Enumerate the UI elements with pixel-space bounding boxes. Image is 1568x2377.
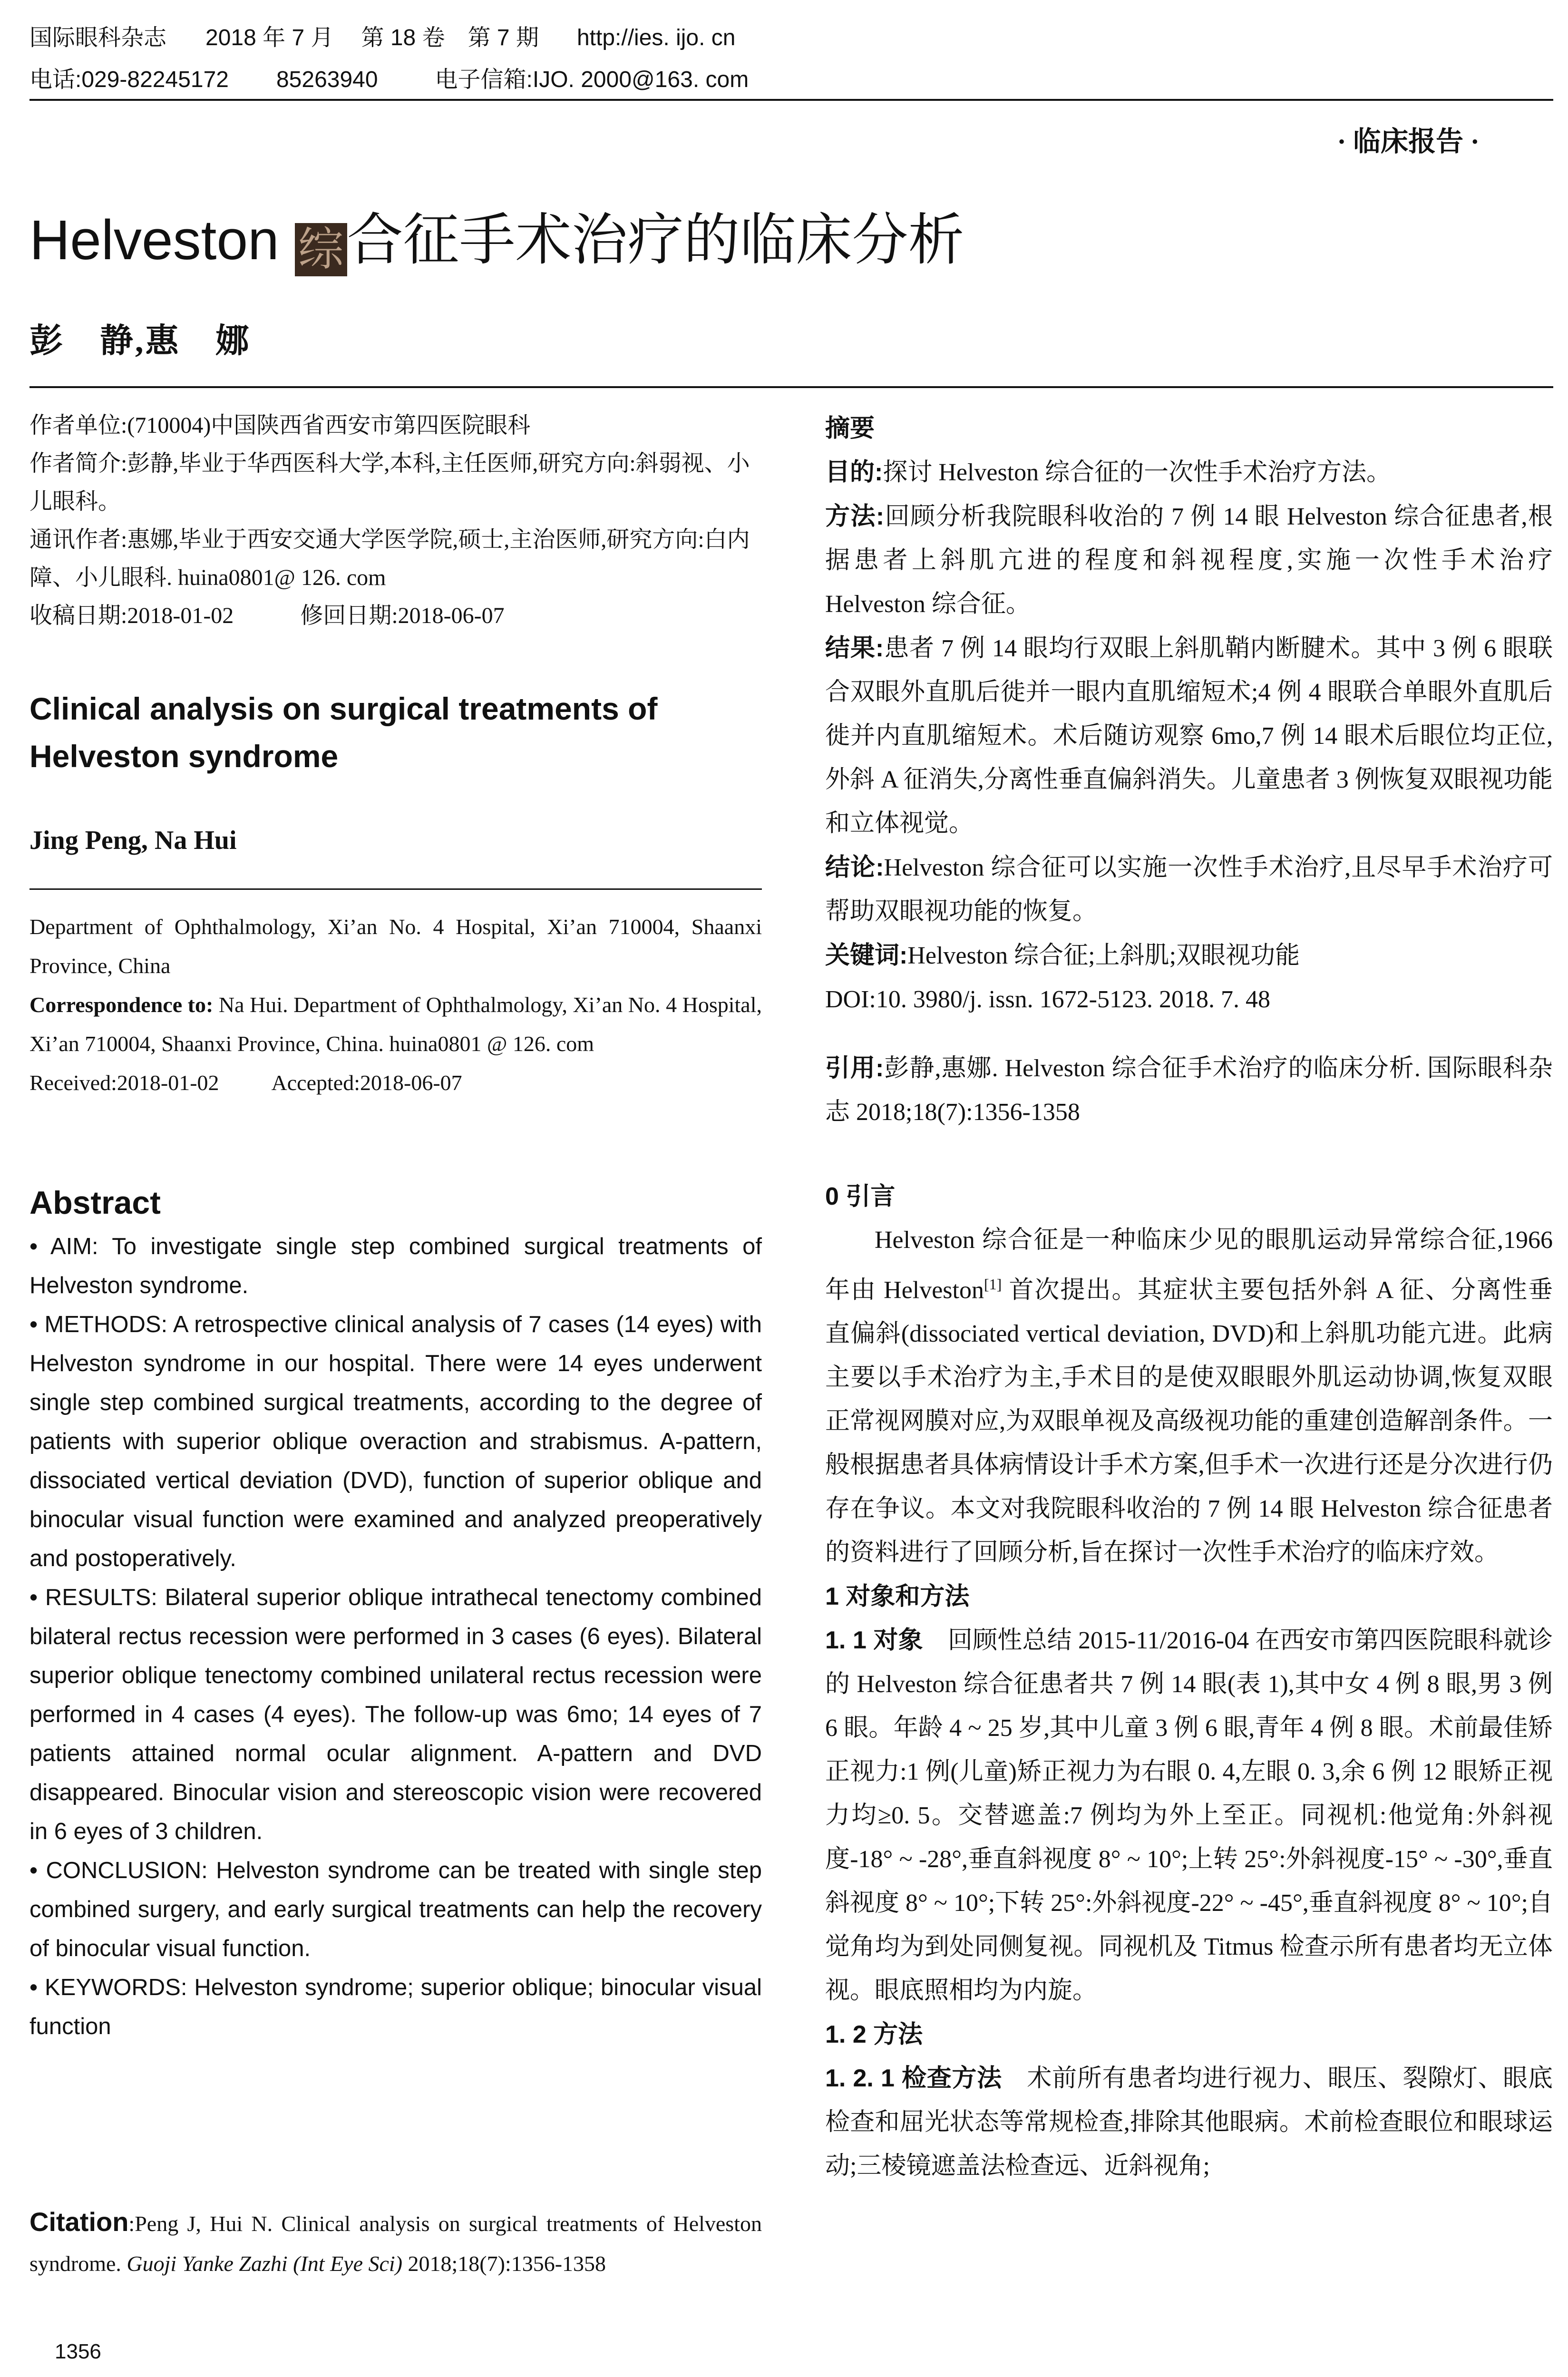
affiliation: Department of Ophthalmology, Xi’an No. 4 Hospital, Xi’an 710004, Shaanxi Province, China: [29, 915, 762, 978]
body-text: [825, 1175, 1553, 2188]
author-unit: 作者单位:(710004)中国陕西省西安市第四医院眼科: [29, 413, 531, 438]
title-prefix: Helveston: [29, 209, 279, 272]
intro-paragraph: Helveston 综合征是一种临床少见的眼肌运动异常综合征,1966 年由 Helveston[1] 首次提出。其症状主要包括外斜 A 征、分离性垂直偏斜(dissociated vertical deviation, DVD)和上斜肌功能亢进。此病主要以手术治疗为主,手术目的是使双眼眼外肌运动协调,恢复双眼正常视网膜对应,为双眼单视及高级视功能的重建创造解剖条件。一般根据患者具体病情设计手术方案,但手术一次进行还是分次进行仍存在争议。本文对我院眼科收治的 7 例 14 眼 Helveston 综合征患者的资料进行了回顾分析,旨在探讨一次性手术治疗的临床疗效。: [825, 1227, 1553, 1567]
authors-rule: [29, 888, 762, 890]
intro-heading: 0 引言: [825, 1183, 896, 1210]
cn-citation-text: 彭静,惠娜. Helveston 综合征手术治疗的临床分析. 国际眼科杂志 2018;18(7):1356-1358: [825, 1055, 1553, 1126]
section-label: · 临床报告 ·: [1337, 126, 1480, 157]
section-1-1: 1. 1 对象 回顾性总结 2015-11/2016-04 在西安市第四医院眼科就诊的 Helveston 综合征患者共 7 例 14 眼(表 1),其中女 4 例 8 眼,男 3 例 6 眼。年龄 4 ~ 25 岁,其中儿童 3 例 6 眼,青年 4 例 8 眼。术前最佳矫正视力:1 例(儿童)矫正视力为右眼 0. 4,左眼 0. 3,余 6 例 12 眼矫正视力均≥0. 5。交替遮盖:7 例均为外上至正。同视机:他觉角:外斜视度-18° ~ -28°,垂直斜视度 8° ~ 10°;上转 25°:外斜视度-15° ~ -30°,垂直斜视度 8° ~ 10°;下转 25°:外斜视度-22° ~ -45°,垂直斜视度 8° ~ 10°;自觉角均为到处同侧复视。同视机及 Titmus 检查示所有患者均无立体视。眼底照相均为内旋。: [825, 1627, 1553, 2005]
citation-journal: Guoji Yanke Zazhi (Int Eye Sci): [127, 2251, 403, 2276]
phone: 电话:029-82245172: [29, 67, 229, 92]
cn-abstract-methods: 方法:回顾分析我院眼科收治的 7 例 14 眼 Helveston 综合征患者,根据患者上斜肌亢进的程度和斜视程度,实施一次性手术治疗 Helveston 综合征。: [825, 503, 1553, 618]
cn-author-info: [29, 407, 762, 635]
volume: 第 18 卷: [361, 25, 445, 50]
title-rule: [29, 386, 1553, 388]
issue-date: 2018 年 7 月: [205, 25, 334, 50]
abstract-methods: • METHODS: A retrospective clinical analysis of 7 cases (14 eyes) with Helveston syndrome in our hospital. There were 14 eyes underwent single step combined surgical treatments, according to the degree of patients with superior oblique overaction and strabismus. A-pattern, dissociated vertical deviation (DVD), function of superior oblique and binocular visual function were examined and analyzed preoperatively and postoperatively.: [29, 1312, 762, 1571]
cn-citation: [825, 1046, 1553, 1134]
revised-date-cn: 修回日期:2018-06-07: [300, 603, 505, 628]
citation-label: Citation: [29, 2207, 129, 2237]
citation-text: :Peng J, Hui N. Clinical analysis on surgical treatments of Helveston syndrome.: [29, 2211, 762, 2276]
received-date-cn: 收稿日期:2018-01-02: [29, 603, 234, 628]
header-rule: [29, 99, 1553, 101]
author-bio: 作者简介:彭静,毕业于华西医科大学,本科,主任医师,研究方向:斜弱视、小儿眼科。: [29, 451, 750, 514]
journal-name: 国际眼科杂志: [29, 25, 167, 50]
journal-url: http://ies. ijo. cn: [576, 25, 736, 50]
citation-volume: 2018;18(7):1356-1358: [402, 2251, 606, 2276]
authors-cn: 彭 静,惠 娜: [29, 323, 251, 360]
corresponding-author: 通讯作者:惠娜,毕业于西安交通大学医学院,硕士,主治医师,研究方向:白内障、小儿眼科. huina0801@ 126. com: [29, 527, 750, 590]
abstract-aim: • AIM: To investigate single step combined surgical treatments of Helveston syndrome.: [29, 1234, 762, 1298]
cn-abstract-keywords: 关键词:Helveston 综合征;上斜肌;双眼视功能: [825, 942, 1300, 969]
correspondence-label: Correspondence to:: [29, 993, 214, 1017]
title-highlight-mark: 综: [295, 223, 347, 276]
correspondence-text: Na Hui. Department of Ophthalmology, Xi’an No. 4 Hospital, Xi’an 710004, Shaanxi Province, China. huina0801 @ 126. com: [29, 993, 762, 1056]
page-number: 1356: [55, 2340, 101, 2363]
cn-abstract-aim: 目的:探讨 Helveston 综合征的一次性手术治疗方法。: [825, 458, 1392, 486]
section-1-2-heading: 1. 2 方法: [825, 2021, 923, 2049]
abstract-body: [29, 1227, 762, 2046]
methods-heading: 1 对象和方法: [825, 1583, 970, 1611]
received-date: Received:2018-01-02: [29, 1071, 219, 1095]
abstract-keywords: • KEYWORDS: Helveston syndrome; superior oblique; binocular visual function: [29, 1975, 762, 2039]
reference-1[interactable]: [1]: [984, 1276, 1002, 1293]
accepted-date: Accepted:2018-06-07: [271, 1071, 462, 1095]
cn-abstract-heading: 摘要: [825, 415, 875, 442]
cn-abstract-results: 结果:患者 7 例 14 眼均行双眼上斜肌鞘内断腱术。其中 3 例 6 眼联合双眼外直肌后徙并一眼内直肌缩短术;4 例 4 眼联合单眼外直肌后徙并内直肌缩短术。术后随访观察 6mo,7 例 14 眼术后眼位均正位,外斜 A 征消失,分离性垂直偏斜消失。儿童患者 3 例恢复双眼视功能和立体视觉。: [825, 634, 1553, 837]
doi: DOI:10. 3980/j. issn. 1672-5123. 2018. 7. 48: [825, 986, 1270, 1013]
abstract-results: • RESULTS: Bilateral superior oblique intrathecal tenectomy combined bilateral rectus recession were performed in 3 cases (6 eyes). Bilateral superior oblique tenectomy combined unilateral rectus recession were performed in 4 cases (4 eyes). The follow-up was 6mo; 14 eyes of 7 patients attained normal ocular alignment. A-pattern and DVD disappeared. Binocular vision and stereoscopic vision were recovered in 6 eyes of 3 children.: [29, 1585, 762, 1844]
abstract-conclusion: • CONCLUSION: Helveston syndrome can be treated with single step combined surgery, and early surgical treatments can help the recovery of binocular visual function.: [29, 1858, 762, 1961]
chinese-abstract: [825, 407, 1553, 1022]
english-affiliation: [29, 907, 762, 1102]
title-rest: 合征手术治疗的临床分析: [347, 209, 964, 272]
dates-cn: [29, 597, 762, 635]
section-1-2-1: 1. 2. 1 检查方法 术前所有患者均进行视力、眼压、裂隙灯、眼底检查和屈光状态等常规检查,排除其他眼病。术前检查眼位和眼球运动;三棱镜遮盖法检查远、近斜视角;: [825, 2065, 1553, 2180]
cn-citation-label: 引用:: [825, 1054, 884, 1082]
page-title: [29, 205, 964, 276]
abstract-heading: Abstract: [29, 1185, 161, 1221]
english-title: Clinical analysis on surgical treatments of Helveston syndrome: [29, 691, 658, 774]
email: 电子信箱:IJO. 2000@163. com: [435, 67, 749, 92]
correspondence: [29, 985, 762, 1063]
cn-abstract-conclusion: 结论:Helveston 综合征可以实施一次性手术治疗,且尽早手术治疗可帮助双眼视功能的恢复。: [825, 854, 1553, 925]
phone-2: 85263940: [276, 67, 378, 92]
english-authors: Jing Peng, Na Hui: [29, 826, 237, 855]
issue: 第 7 期: [467, 25, 539, 50]
dates-en: [29, 1063, 762, 1102]
citation: [29, 2202, 762, 2284]
